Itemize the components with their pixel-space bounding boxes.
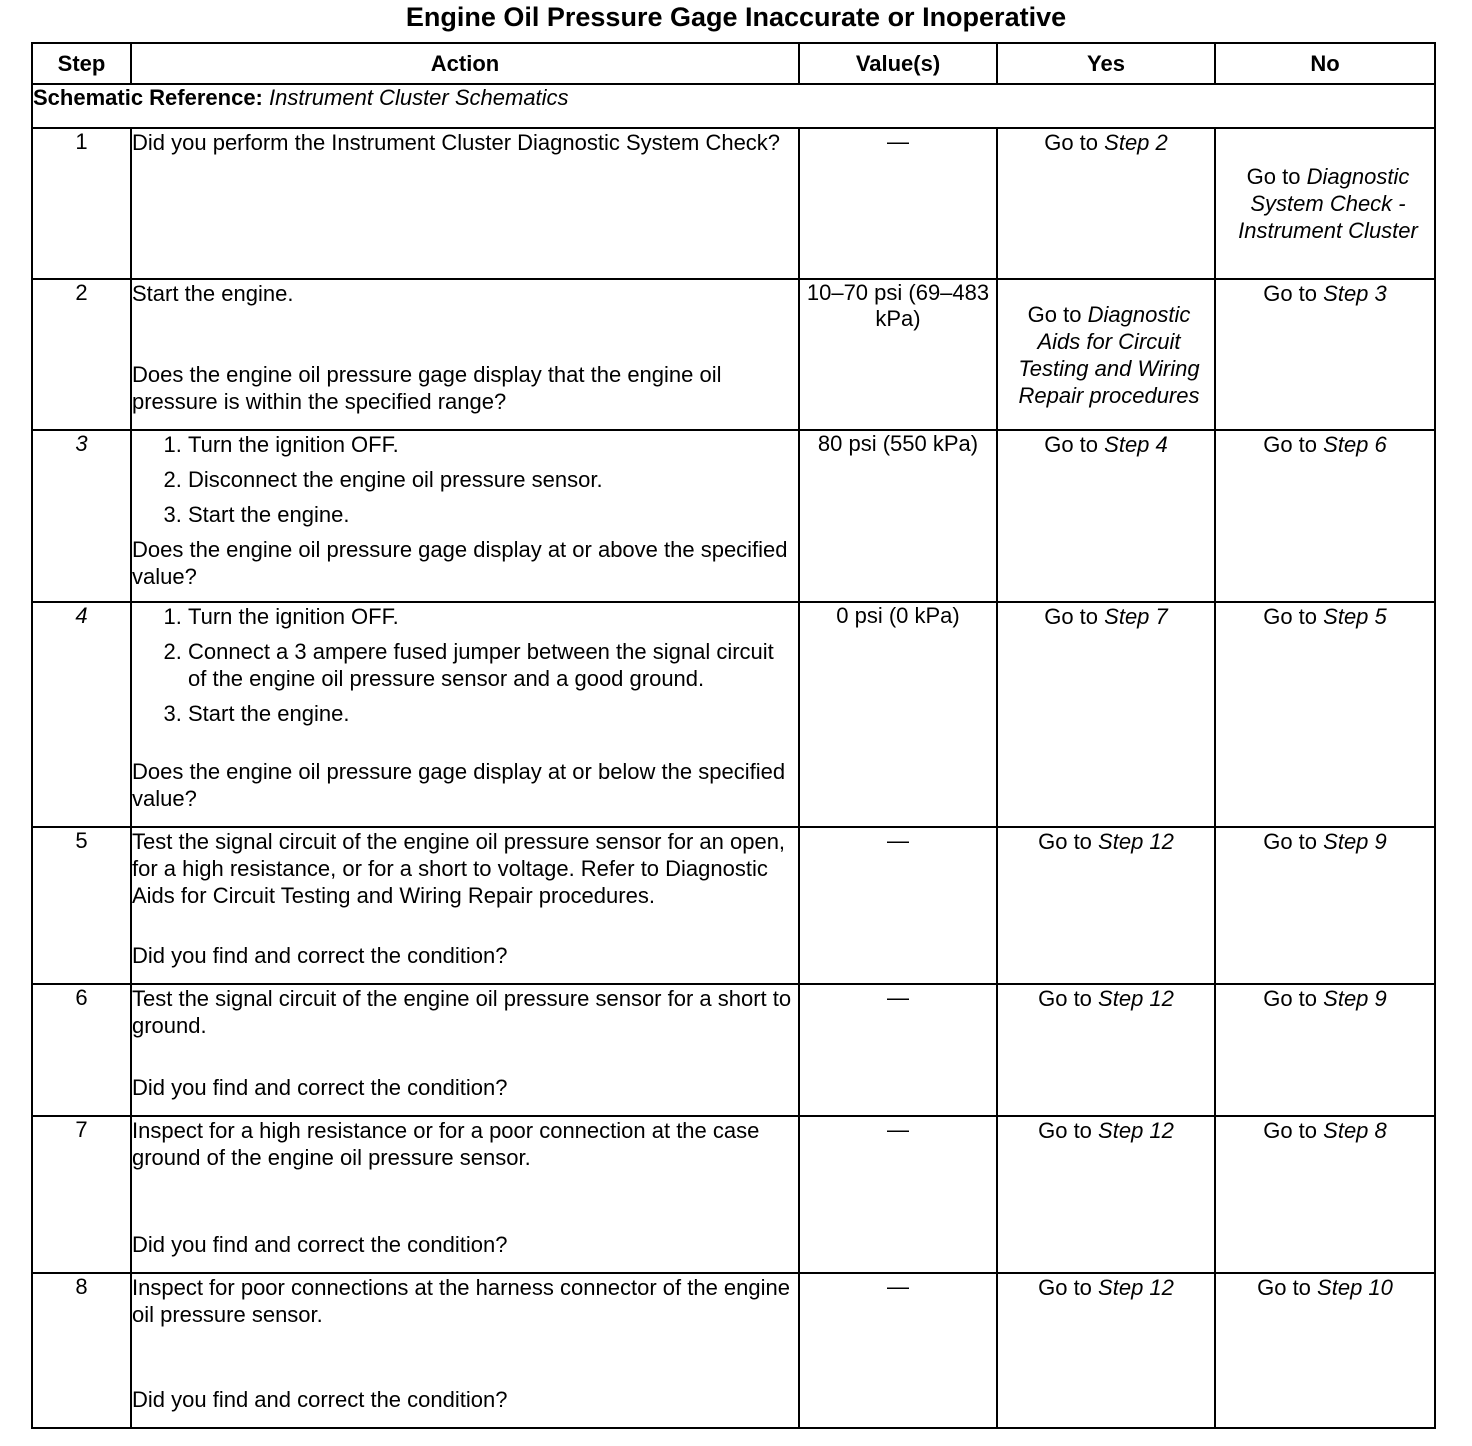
action-cell xyxy=(131,827,799,984)
yes-goto-target: Step 7 xyxy=(1104,604,1168,629)
schematic-reference-value: Instrument Cluster Schematics xyxy=(269,85,569,110)
action-question: Did you find and correct the condition? xyxy=(132,1387,508,1412)
action-cell xyxy=(131,128,799,279)
action-question: Did you find and correct the condition? xyxy=(132,1232,508,1257)
action-question: Does the engine oil pressure gage display that the engine oil pressure is within the specified range? xyxy=(132,362,722,414)
value-cell: 0 psi (0 kPa) xyxy=(799,602,997,827)
value-cell: 80 psi (550 kPa) xyxy=(799,430,997,602)
yes-goto-prefix: Go to xyxy=(1027,301,1082,327)
yes-goto-target: Step 2 xyxy=(1104,130,1168,155)
value-cell: — xyxy=(799,984,997,1116)
step-number: 2 xyxy=(32,279,131,430)
action-cell xyxy=(131,1273,799,1428)
action-cell xyxy=(131,430,799,602)
page-title: Engine Oil Pressure Gage Inaccurate or Inoperative xyxy=(405,2,1067,32)
action-substep: 2. Connect a 3 ampere fused jumper between the signal circuit of the engine oil pressure sensor and a good ground. xyxy=(188,638,798,692)
yes-goto-target: Diagnostic Aids for Circuit Testing and Wiring Repair procedures xyxy=(1018,301,1200,408)
yes-goto-target: Step 4 xyxy=(1104,432,1168,457)
yes-goto-prefix: Go to xyxy=(1044,130,1099,155)
no-goto-target: Step 8 xyxy=(1323,1118,1387,1143)
action-question: Did you find and correct the condition? xyxy=(132,943,508,968)
table-row xyxy=(32,430,1435,602)
table-row xyxy=(32,1273,1435,1428)
table-row xyxy=(32,1116,1435,1273)
yes-goto-target: Step 12 xyxy=(1098,986,1174,1011)
no-goto-prefix: Go to xyxy=(1263,604,1318,629)
yes-result-cell xyxy=(997,430,1215,602)
schematic-reference-row xyxy=(32,84,1435,128)
no-goto-prefix: Go to xyxy=(1263,432,1318,457)
no-goto-prefix: Go to xyxy=(1263,1118,1318,1143)
no-result-cell xyxy=(1215,1273,1435,1428)
action-cell xyxy=(131,602,799,827)
column-header-yes: Yes xyxy=(997,43,1215,84)
yes-goto-target: Step 12 xyxy=(1098,829,1174,854)
no-goto-prefix: Go to xyxy=(1257,1275,1311,1300)
step-number: 1 xyxy=(32,128,131,279)
table-row xyxy=(32,984,1435,1116)
no-goto-prefix: Go to xyxy=(1263,986,1318,1011)
no-goto-target: Step 9 xyxy=(1323,986,1387,1011)
column-header-step: Step xyxy=(32,43,131,84)
action-instruction: Inspect for poor connections at the harness connector of the engine oil pressure sensor. xyxy=(132,1275,790,1327)
yes-goto-target: Step 12 xyxy=(1098,1118,1174,1143)
value-cell: — xyxy=(799,827,997,984)
action-substep: 1. Turn the ignition OFF. xyxy=(188,603,798,630)
no-goto-target: Step 9 xyxy=(1323,829,1387,854)
column-header-values: Value(s) xyxy=(799,43,997,84)
value-cell: 10–70 psi (69–483 kPa) xyxy=(799,279,997,430)
action-instruction: Test the signal circuit of the engine oil pressure sensor for a short to ground. xyxy=(132,986,792,1038)
action-cell xyxy=(131,1116,799,1273)
no-result-cell xyxy=(1215,602,1435,827)
action-instruction: Test the signal circuit of the engine oil pressure sensor for an open, for a high resistance, or for a short to voltage. Refer to Diagnostic Aids for Circuit Testing and Wiring Repair procedures. xyxy=(132,829,786,908)
step-number: 8 xyxy=(32,1273,131,1428)
header-row xyxy=(32,43,1435,84)
no-goto-target: Step 3 xyxy=(1323,281,1387,306)
action-substep: 3. Start the engine. xyxy=(188,700,798,727)
action-instruction: Did you perform the Instrument Cluster Diagnostic System Check? xyxy=(132,130,781,155)
action-substep: 3. Start the engine. xyxy=(188,501,798,528)
schematic-reference xyxy=(32,84,1435,128)
table-row xyxy=(32,279,1435,430)
action-substeps xyxy=(132,603,798,727)
value-cell: — xyxy=(799,128,997,279)
schematic-reference-label: Schematic Reference: xyxy=(33,85,263,110)
value-cell: — xyxy=(799,1273,997,1428)
no-goto-target: Step 5 xyxy=(1323,604,1387,629)
action-cell xyxy=(131,984,799,1116)
yes-result-cell xyxy=(997,1116,1215,1273)
no-result-cell xyxy=(1215,128,1435,279)
yes-result-cell xyxy=(997,128,1215,279)
column-header-action: Action xyxy=(131,43,799,84)
no-goto-prefix: Go to xyxy=(1246,164,1301,189)
table-row xyxy=(32,827,1435,984)
action-substep: 2. Disconnect the engine oil pressure sensor. xyxy=(188,466,798,493)
step-number: 5 xyxy=(32,827,131,984)
no-result-cell xyxy=(1215,1116,1435,1273)
action-instruction: Start the engine. xyxy=(132,281,294,306)
diagnostic-table xyxy=(31,42,1436,1429)
yes-goto-prefix: Go to xyxy=(1044,604,1099,629)
step-number: 4 xyxy=(32,602,131,827)
no-goto-target: Diagnostic System Check - Instrument Cluster xyxy=(1238,164,1418,243)
no-goto-target: Step 10 xyxy=(1317,1275,1393,1300)
action-question: Does the engine oil pressure gage display at or below the specified value? xyxy=(132,759,786,811)
yes-result-cell xyxy=(997,1273,1215,1428)
yes-goto-prefix: Go to xyxy=(1038,986,1092,1011)
table-row xyxy=(32,602,1435,827)
column-header-no: No xyxy=(1215,43,1435,84)
no-goto-prefix: Go to xyxy=(1263,829,1318,854)
action-cell xyxy=(131,279,799,430)
action-substeps xyxy=(132,431,798,528)
no-goto-prefix: Go to xyxy=(1263,281,1318,306)
action-instruction: Inspect for a high resistance or for a poor connection at the case ground of the engine oil pressure sensor. xyxy=(132,1118,760,1170)
action-question: Did you find and correct the condition? xyxy=(132,1075,508,1100)
value-cell: — xyxy=(799,1116,997,1273)
no-result-cell xyxy=(1215,984,1435,1116)
yes-result-cell xyxy=(997,602,1215,827)
step-number: 7 xyxy=(32,1116,131,1273)
step-number: 6 xyxy=(32,984,131,1116)
action-question: Does the engine oil pressure gage display at or above the specified value? xyxy=(132,537,788,589)
table-row xyxy=(32,128,1435,279)
action-substep: 1. Turn the ignition OFF. xyxy=(188,431,798,458)
yes-goto-prefix: Go to xyxy=(1044,432,1099,457)
no-result-cell xyxy=(1215,827,1435,984)
yes-goto-target: Step 12 xyxy=(1098,1275,1174,1300)
step-number: 3 xyxy=(32,430,131,602)
yes-result-cell xyxy=(997,984,1215,1116)
yes-result-cell xyxy=(997,827,1215,984)
yes-result-cell xyxy=(997,279,1215,430)
no-goto-target: Step 6 xyxy=(1323,432,1387,457)
yes-goto-prefix: Go to xyxy=(1038,829,1092,854)
yes-goto-prefix: Go to xyxy=(1038,1118,1092,1143)
no-result-cell xyxy=(1215,430,1435,602)
yes-goto-prefix: Go to xyxy=(1038,1275,1092,1300)
no-result-cell xyxy=(1215,279,1435,430)
